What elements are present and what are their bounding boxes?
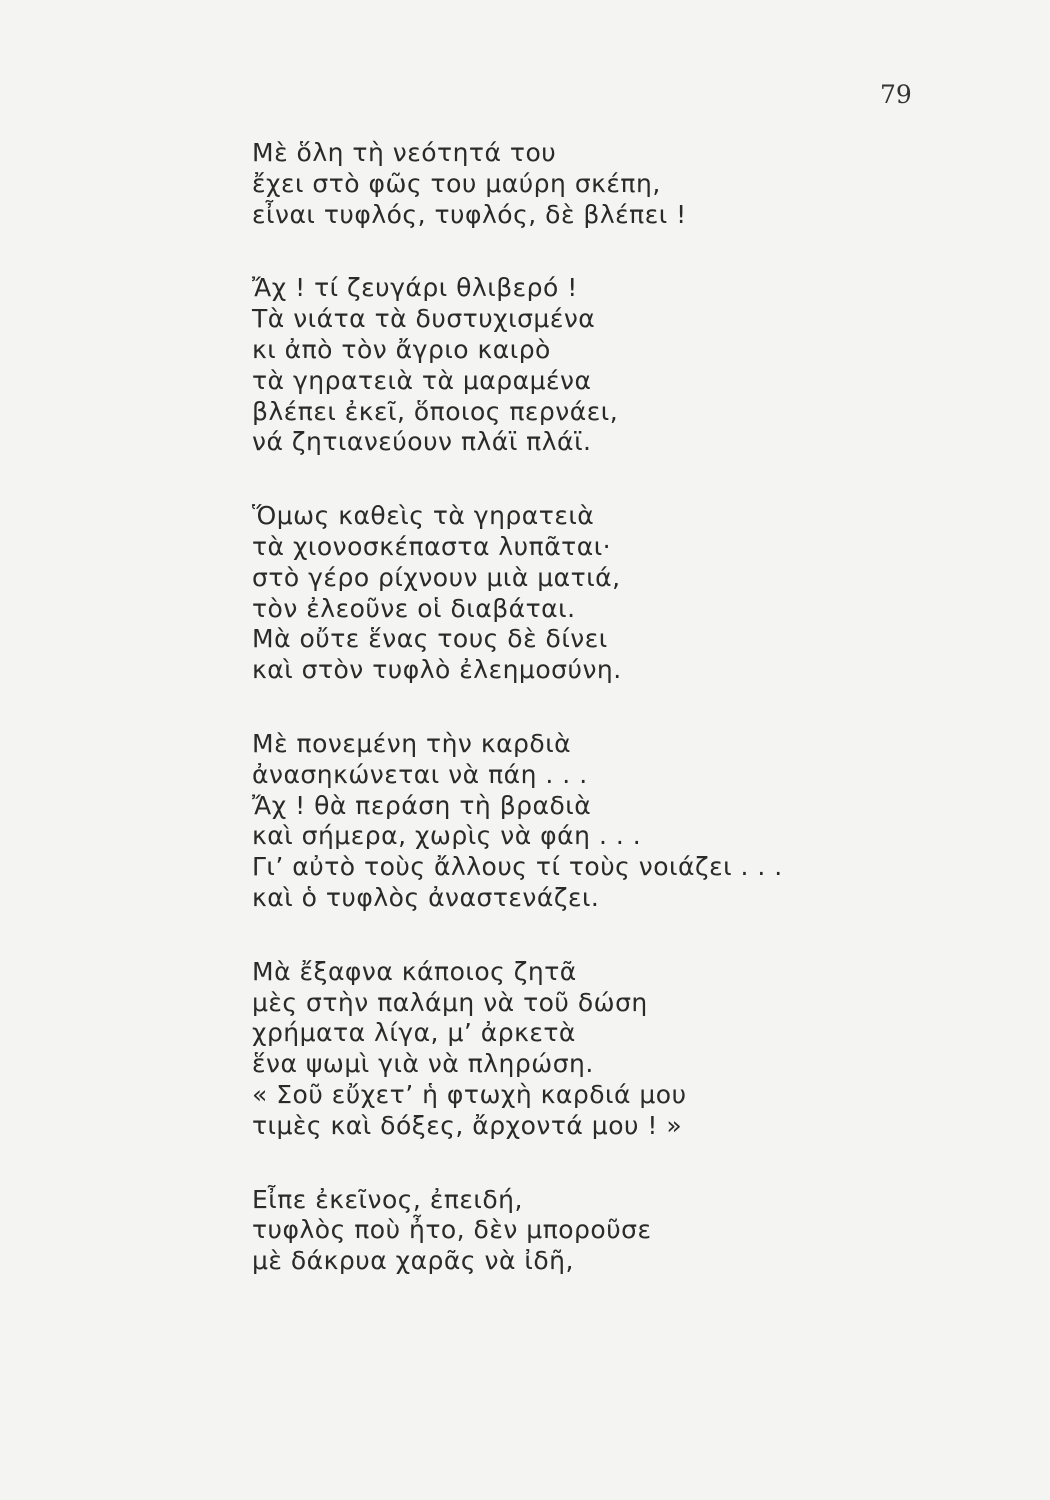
poem-line: ἔχει στὸ φῶς του μαύρη σκέπη, [252,168,661,198]
poem-line: εἶναι τυφλός, τυφλός, δὲ βλέπει ! [252,199,687,229]
poem-line: καὶ στὸν τυφλὸ ἐλεημοσύνη. [252,655,622,685]
poem-line: « Σοῦ εὔχετ’ ἡ φτωχὴ καρδιά μου [252,1079,687,1109]
poem-line: τὰ χιονοσκέπαστα λυπᾶται· [252,531,612,561]
poem-body [252,138,952,1320]
stanza-6 [252,1185,952,1277]
poem-line: Γι’ αὐτὸ τοὺς ἄλλους τί τοὺς νοιάζει . . . [252,852,783,882]
stanza-3 [252,501,952,686]
poem-line: μὲ δάκρυα χαρᾶς νὰ ἰδῆ, [252,1246,574,1276]
stanza-4 [252,729,952,914]
poem-line: νά ζητιανεύουν πλάϊ πλάϊ. [252,427,592,457]
poem-line: ἕνα ψωμὶ γιὰ νὰ πληρώση. [252,1049,594,1079]
poem-line: βλέπει ἐκεῖ, ὅποιος περνάει, [252,396,619,426]
stanza-5 [252,957,952,1142]
stanza-1 [252,138,952,230]
poem-line: Ὅμως καθεὶς τὰ γηρατειὰ [252,501,595,531]
poem-line: ἀνασηκώνεται νὰ πάη . . . [252,759,588,789]
stanza-2 [252,273,952,458]
poem-line: Τὰ νιάτα τὰ δυστυχισμένα [252,304,596,334]
poem-line: καὶ σήμερα, χωρὶς νὰ φάη . . . [252,821,642,851]
poem-line: τυφλὸς ποὺ ἦτο, δὲν μποροῦσε [252,1215,652,1245]
poem-line: κι ἀπὸ τὸν ἄγριο καιρὸ [252,334,551,364]
poem-line: Μὰ οὔτε ἕνας τους δὲ δίνει [252,624,608,654]
poem-line: Ἄχ ! θὰ περάση τὴ βραδιὰ [252,790,592,820]
poem-line: Μὰ ἔξαφνα κάποιος ζητᾶ [252,956,577,986]
poem-line: χρήματα λίγα, μ’ ἀρκετὰ [252,1018,576,1048]
poem-line: καὶ ὁ τυφλὸς ἀναστενάζει. [252,882,600,912]
poem-line: Ἄχ ! τί ζευγάρι θλιβερό ! [252,273,578,303]
poem-line: Μὲ πονεμένη τὴν καρδιὰ [252,728,572,758]
poem-line: τιμὲς καὶ δόξες, ἄρχοντά μου ! » [252,1110,683,1140]
poem-line: Μὲ ὅλη τὴ νεότητά του [252,138,557,167]
poem-line: τὰ γηρατειὰ τὰ μαραμένα [252,365,592,395]
poem-line: μὲς στὴν παλάμη νὰ τοῦ δώση [252,987,648,1017]
page-number: 79 [880,80,912,109]
poem-line: στὸ γέρο ρίχνουν μιὰ ματιά, [252,562,621,592]
poem-line: τὸν ἐλεοῦνε οἱ διαβάται. [252,593,576,623]
poem-line: Εἶπε ἐκεῖνος, ἐπειδή, [252,1184,523,1214]
